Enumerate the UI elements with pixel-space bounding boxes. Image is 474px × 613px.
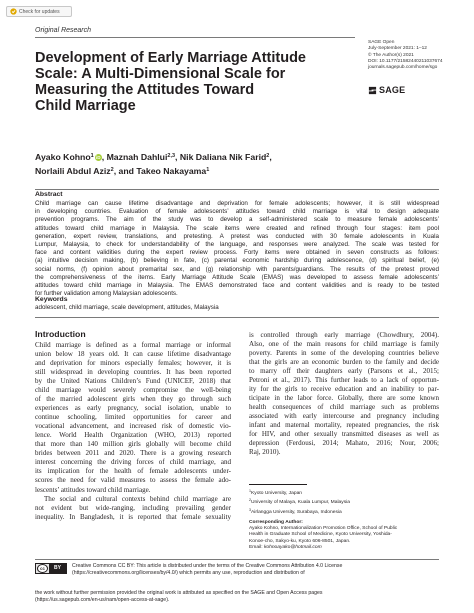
body-line: infant and maternal mortality, repeated pregnancies, the risk (249, 421, 439, 430)
abstract-line: Lumpur, Malaysia, to check for understandability of the language, and responses were analyzed. The scale was tested for (35, 241, 439, 249)
footnote-divider (249, 484, 307, 485)
license-link[interactable]: (https://us.sagepub.com/en-us/nam/open-access-at-sage). (35, 596, 170, 603)
journal-name: SAGE Open (368, 40, 395, 45)
body-line: The social and cultural contexts behind child marriage are (44, 494, 231, 503)
body-line: union below 18 years old. It can cause lifetime disadvantage (35, 350, 231, 359)
introduction-right-column (249, 331, 439, 457)
author-name[interactable]: Norlaili Abdul Aziz (35, 165, 111, 176)
author-name[interactable]: Ayako Kohno (35, 152, 91, 162)
keywords-text: adolescent, child marriage, scale development, attitudes, Malaysia (35, 304, 219, 311)
abstract-line: prevention programs. The aim of the study was to develop a self-administered scale to measure female adolescents’ (35, 216, 439, 224)
affiliation-sup: 1 (90, 153, 94, 159)
body-line: Raj, 2010). (249, 448, 281, 457)
check-for-updates-badge[interactable] (6, 6, 72, 17)
affiliation-sup: 2 (110, 166, 114, 173)
body-line: experiences as early pregnancy, social isolation, unable to (35, 404, 231, 413)
body-line: depression (Ferdousi, 2014; Mahato, 2016; Nour, 2006; (249, 439, 439, 448)
email-label: Email: (249, 545, 264, 551)
footnotes (249, 488, 439, 551)
author-separator: , and (113, 165, 137, 176)
abstract-line: attitudes toward child marriage in Malaysia. The EMAS demonstrated face and content validities and is ready to be tested (35, 282, 439, 290)
corresponding-author-email-row (249, 545, 439, 551)
author-name[interactable]: Nik Daliana Nik Farid (179, 152, 267, 162)
affiliation-sup: 1 (249, 489, 251, 493)
body-line: ity for the girls to receive education and an inability to par- (249, 385, 439, 394)
body-line: lescents’ attitudes toward child marriage. (35, 485, 151, 494)
license-text-continued (35, 590, 439, 603)
introduction-heading: Introduction (35, 329, 86, 339)
affiliation-sup: 2,3 (167, 153, 176, 159)
body-line: vocational advancement, and increased risk of domestic vio- (35, 422, 231, 431)
affiliation-text: Airlangga University, Surabaya, Indonesia (251, 509, 342, 515)
header-divider (35, 37, 355, 38)
body-line: and deprivation for minors especially females; however, it is (35, 359, 231, 368)
author-list: Ayako Kohno$^1$ iD, Maznah Dahlui$^{2,3}$, Nik Daliana Nik Farid$^2$, Norlaili Abdul Aziz$^2$, and Takeo Nakayama$^1$ (35, 152, 272, 176)
keywords-divider (35, 317, 439, 318)
check-for-updates-label: Check for updates (19, 8, 60, 15)
body-line: continue schooling, limited opportunities for career and (35, 413, 231, 422)
affiliation-note (249, 507, 439, 516)
article-title (35, 50, 335, 114)
body-line: is controlled through early marriage (Chowdhury, 2004). (249, 331, 439, 339)
abstract-line: face and content validities during the expert review process. Forty items were obtained in seven constructs as follows: (35, 249, 439, 257)
body-line: by the United Nations Children’s Fund (UNICEF, 2018) that (35, 377, 231, 386)
body-line: Petroni et al., 2017). This further leads to a lack of opportun- (249, 376, 439, 385)
abstract-body (35, 200, 439, 298)
body-line: its implication for the health of female adolescents under- (35, 467, 231, 476)
abstract-line: generation, expert review, translations, and pretesting. A pretest was conducted with 30 female adolescents in Kuala (35, 232, 439, 240)
affiliation-text: University of Malaya, Kuala Lumpur, Malaysia (251, 500, 350, 506)
body-line: associated with early intercourse and pregnancy including (249, 412, 439, 421)
title-line: Measuring the Attitudes Toward (35, 82, 255, 98)
license-line: Creative Commons CC BY: This article is distributed under the terms of the Creative Commons Attribution 4.0 License (72, 563, 343, 569)
license-line: the work without further permission provided the original work is attributed as specified on the SAGE and Open Access pages (35, 590, 323, 596)
cc-by-badge[interactable] (35, 563, 67, 574)
body-line: interest concerning the driving forces of child marriage, and (35, 458, 231, 467)
body-line: Also, one of the main reasons for child marriage is family (249, 340, 439, 349)
corresponding-author-line: Ayako Kohno, Internationalization Promotion Office, School of Public (249, 526, 398, 532)
body-line: that the girls are an economic burden to the family and decide (249, 358, 439, 367)
affiliation-text: Kyoto University, Japan (251, 491, 303, 496)
abstract-heading: Abstract (35, 191, 63, 198)
sage-logo-text: SAGE (379, 85, 406, 95)
email-link[interactable]: kohnoayako@hotmail.com (263, 545, 322, 551)
title-line: Scale: A Multi-Dimensional Scale for (35, 66, 286, 82)
abstract-line: in developing countries. Evaluation of female adolescents’ attitudes toward child marriage is vital to design adequate (35, 208, 439, 216)
issue-info: July-September 2021: 1–12 (368, 46, 427, 52)
affiliation-sup: 1 (206, 166, 210, 173)
abstract-line: social norms, (f) opinion about premarital sex, and (g) relationship with parents/guardians. The results of the pretest proved (35, 265, 439, 273)
author-name[interactable]: Maznah Dahlui (106, 152, 168, 162)
abstract-divider (35, 189, 439, 190)
body-line: still widespread in developing countries. It has been reported (35, 368, 231, 377)
body-line: inequality. In Bangladesh, it is reported that female sexuality (35, 512, 231, 521)
corresponding-author-line: Health in Graduate School of Medicine, Kyoto University, Yoshida- (249, 532, 392, 538)
body-line: not evident but wide-ranging, including prevailing gender (35, 503, 231, 512)
title-line: Development of Early Marriage Attitude (35, 50, 306, 66)
abstract-line: (a) intuitive decision making, (b) believing in fate, (c) parental economic hardship during adolescence, (d) spiritual belief, (e) (35, 257, 439, 265)
affiliation-note (249, 497, 439, 506)
sage-logo-icon (368, 86, 377, 95)
body-line: child marriage would severely compromise the well-being (35, 386, 231, 395)
body-line: poverty. Parents in some of the developing countries believe (249, 349, 439, 358)
affiliation-sup: 3 (249, 507, 251, 512)
author-name[interactable]: Takeo Nakayama (136, 165, 207, 176)
license-link[interactable]: (https://creativecommons.org/licenses/by/4.0/) which permits any use, reproduction and distribution of (72, 569, 305, 576)
license-divider (35, 559, 439, 560)
introduction-left-column (35, 341, 231, 522)
journal-url[interactable]: journals.sagepub.com/home/sgo (368, 65, 438, 71)
body-line: of the married adolescent girls when they go through such (35, 395, 231, 404)
article-type-label: Original Research (35, 27, 92, 34)
by-icon: BY (49, 564, 66, 573)
license-text (72, 563, 439, 576)
corresponding-author-line: Konoe-cho, Sakyo-ku, Kyoto 606-8501, Japan. (249, 538, 351, 544)
publication-info (368, 40, 468, 71)
affiliation-note (249, 488, 439, 497)
body-line: health consequences of child marriage such as problems (249, 403, 439, 412)
affiliation-sup: 2 (266, 153, 270, 159)
abstract-line: for further validation among Malaysian adolescents. (35, 290, 178, 298)
abstract-line: the comprehensiveness of the items. Early Marriage Attitude Scale (EMAS) was developed to assess female adolescents’ (35, 273, 439, 281)
body-line: to marry off their daughters early (Parsons et al., 2015; (249, 367, 439, 376)
abstract-line: Child marriage can cause lifetime disadvantage and deprivation for female adolescents; however, it is still widespread (35, 200, 439, 207)
cc-icon: cc (37, 564, 48, 573)
body-line: Child marriage is defined as a formal marriage or informal (35, 341, 231, 349)
copyright: © The Author(s) 2021 (368, 52, 414, 58)
abstract-line: attitudes toward child marriage in Malaysia. The scale items were created and refined through four stages: item pool (35, 224, 439, 232)
body-line: that more than 140 million girls globally will become child (35, 440, 231, 449)
doi-link[interactable]: DOI: 10.1177/21582440211037674 (368, 58, 443, 64)
body-line: lence. World Health Organization (WHO, 2013) reported (35, 431, 231, 440)
corresponding-author-heading: Corresponding Author: (249, 519, 303, 525)
orcid-icon[interactable]: iD (95, 155, 101, 160)
body-line: scores the need for valid measures to assess the female ado- (35, 476, 231, 485)
title-line: Child Marriage (35, 98, 136, 114)
sage-logo (368, 85, 405, 95)
body-line: for HIV, and other sexually transmitted diseases as well as (249, 430, 439, 439)
body-line: ticipate in the labor force. Globally, there are some known (249, 394, 439, 403)
affiliation-sup: 2 (249, 498, 251, 503)
body-line: brides between 2011 and 2020. There is a growing research (35, 449, 231, 458)
keywords-heading: Keywords (35, 296, 68, 303)
update-check-icon (10, 8, 17, 15)
